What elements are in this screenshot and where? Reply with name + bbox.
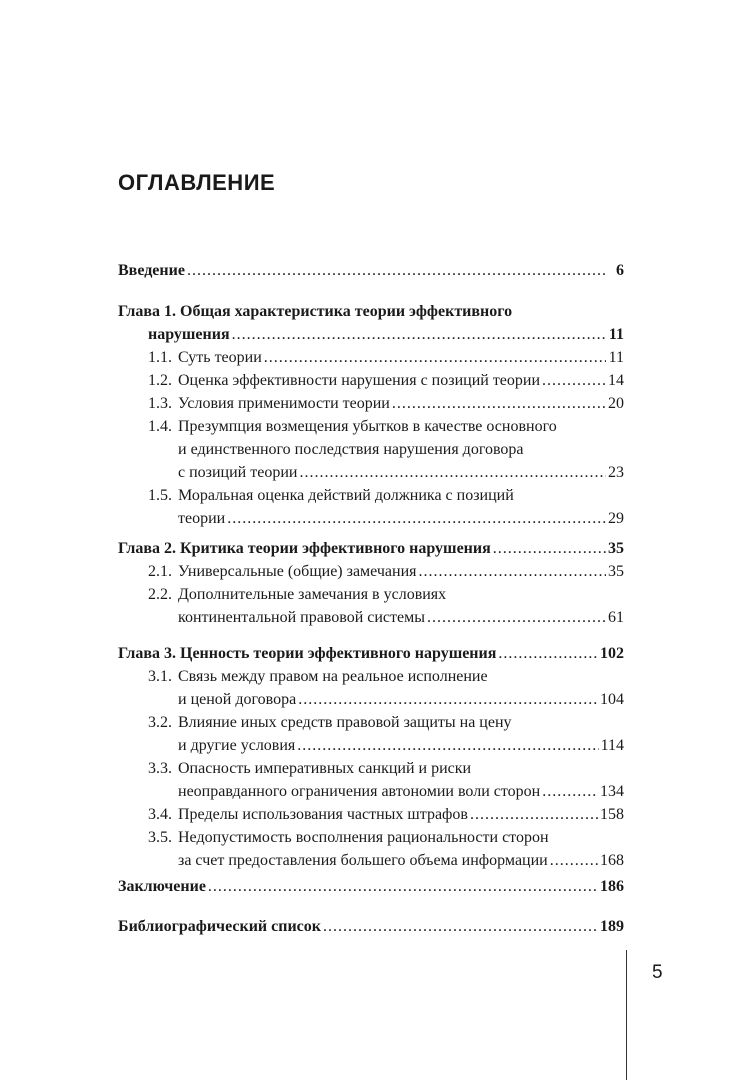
toc-page-number: 29 bbox=[608, 510, 624, 527]
toc-label: Недопустимость восполнения рациональности сторон bbox=[178, 829, 549, 846]
toc-page-number: 158 bbox=[600, 806, 624, 823]
toc-page-number: 189 bbox=[600, 918, 624, 935]
toc-section-3-5-cont[interactable] bbox=[178, 850, 624, 872]
dot-leader bbox=[187, 260, 606, 282]
dot-leader bbox=[264, 347, 606, 369]
dot-leader bbox=[470, 804, 598, 826]
dot-leader bbox=[232, 324, 606, 346]
toc-label: с позиций теории bbox=[178, 464, 298, 481]
toc-section-number: 2.1. bbox=[148, 563, 172, 580]
dot-leader bbox=[542, 781, 598, 803]
toc-label: Заключение bbox=[118, 878, 206, 895]
toc-section-number: 1.1. bbox=[148, 349, 172, 366]
toc-label: и ценой договора bbox=[178, 691, 297, 708]
dot-leader bbox=[542, 370, 606, 392]
toc-page-number: 20 bbox=[608, 395, 624, 412]
toc-section-3-3-cont[interactable] bbox=[178, 781, 624, 803]
toc-page-number: 104 bbox=[600, 691, 624, 708]
toc-section-1-2[interactable] bbox=[148, 370, 624, 392]
toc-label: Опасность императивных санкций и риски bbox=[178, 760, 472, 777]
toc-label: Пределы использования частных штрафов bbox=[178, 806, 468, 823]
toc-section-3-1[interactable] bbox=[148, 666, 624, 688]
dot-leader bbox=[392, 393, 606, 415]
toc-section-number: 3.4. bbox=[148, 806, 172, 823]
toc-label: Универсальные (общие) замечания bbox=[178, 563, 417, 580]
toc-label: и единственного последствия нарушения договора bbox=[178, 441, 524, 458]
toc-label: нарушения bbox=[148, 326, 230, 343]
toc-label: неоправданного ограничения автономии воли сторон bbox=[178, 783, 541, 800]
toc-label: Моральная оценка действий должника с позиций bbox=[178, 487, 514, 504]
toc-page-number: 11 bbox=[608, 326, 624, 343]
toc-label: Презумпция возмещения убытков в качестве основного bbox=[178, 418, 557, 435]
toc-section-number: 3.2. bbox=[148, 714, 172, 731]
toc-label: Библиографический список bbox=[118, 918, 321, 935]
toc-section-3-2-cont[interactable] bbox=[178, 735, 624, 757]
toc-section-number: 3.5. bbox=[148, 829, 172, 846]
dot-leader bbox=[493, 538, 606, 560]
dot-leader bbox=[298, 689, 598, 711]
toc-section-number: 1.5. bbox=[148, 487, 172, 504]
dot-leader bbox=[323, 916, 598, 938]
toc-section-1-4[interactable] bbox=[148, 416, 624, 438]
toc-page-number: 11 bbox=[608, 349, 624, 366]
toc-label: Условия применимости теории bbox=[178, 395, 390, 412]
toc-label: Глава 1. Общая характеристика теории эффективного bbox=[118, 303, 513, 320]
toc-page-number: 168 bbox=[600, 852, 624, 869]
dot-leader bbox=[550, 850, 598, 872]
dot-leader bbox=[498, 643, 598, 665]
toc-label: за счет предоставления большего объема информации bbox=[178, 852, 548, 869]
toc-section-number: 1.4. bbox=[148, 418, 172, 435]
toc-page-number: 186 bbox=[600, 878, 624, 895]
toc-label: Глава 2. Критика теории эффективного нарушения bbox=[118, 540, 491, 557]
toc-entry-bibliography[interactable] bbox=[118, 916, 624, 938]
toc-entry-conclusion[interactable] bbox=[118, 876, 624, 898]
dot-leader bbox=[299, 462, 606, 484]
dot-leader bbox=[297, 735, 598, 757]
toc-section-2-2-cont[interactable] bbox=[178, 607, 624, 629]
dot-leader bbox=[208, 876, 598, 898]
toc-section-1-5[interactable] bbox=[148, 485, 624, 507]
dot-leader bbox=[227, 508, 606, 530]
page-edge-rule bbox=[626, 950, 627, 1080]
toc-label: Дополнительные замечания в условиях bbox=[178, 586, 447, 603]
toc-chapter-1-title-cont[interactable] bbox=[148, 324, 624, 346]
dot-leader bbox=[427, 607, 606, 629]
toc-page-number: 102 bbox=[600, 645, 624, 662]
toc-label: Суть теории bbox=[178, 349, 262, 366]
toc-section-2-2[interactable] bbox=[148, 584, 624, 606]
toc-section-1-4-cont[interactable] bbox=[178, 439, 624, 461]
toc-section-3-1-cont[interactable] bbox=[178, 689, 624, 711]
toc-chapter-3-title[interactable] bbox=[118, 643, 624, 665]
toc-section-1-5-cont[interactable] bbox=[178, 508, 624, 530]
toc-page-number: 134 bbox=[600, 783, 624, 800]
toc-section-3-5[interactable] bbox=[148, 827, 624, 849]
toc-section-3-3[interactable] bbox=[148, 758, 624, 780]
toc-label: теории bbox=[178, 510, 226, 527]
toc-page-number: 6 bbox=[616, 262, 624, 279]
toc-chapter-2-title[interactable] bbox=[118, 538, 624, 560]
toc-label: континентальной правовой системы bbox=[178, 609, 425, 626]
toc-page-number: 23 bbox=[608, 464, 624, 481]
toc-section-1-1[interactable] bbox=[148, 347, 624, 369]
toc-page-number: 35 bbox=[608, 563, 624, 580]
toc-entry-introduction[interactable] bbox=[118, 260, 624, 282]
dot-leader bbox=[419, 561, 606, 583]
page-number: 5 bbox=[652, 962, 663, 983]
toc-label: Введение bbox=[118, 262, 185, 279]
toc-section-3-2[interactable] bbox=[148, 712, 624, 734]
toc-label: Связь между правом на реальное исполнение bbox=[178, 668, 488, 685]
toc-section-number: 1.3. bbox=[148, 395, 172, 412]
toc-page-number: 114 bbox=[600, 737, 624, 754]
toc-label: и другие условия bbox=[178, 737, 296, 754]
toc-section-1-3[interactable] bbox=[148, 393, 624, 415]
toc-section-number: 3.1. bbox=[148, 668, 172, 685]
toc-section-1-4-cont[interactable] bbox=[178, 462, 624, 484]
toc-label: Влияние иных средств правовой защиты на цену bbox=[178, 714, 512, 731]
toc-page-number: 61 bbox=[608, 609, 624, 626]
toc-section-number: 1.2. bbox=[148, 372, 172, 389]
page-title: ОГЛАВЛЕНИЕ bbox=[118, 170, 276, 195]
toc-section-2-1[interactable] bbox=[148, 561, 624, 583]
toc-section-3-4[interactable] bbox=[148, 804, 624, 826]
toc-section-number: 2.2. bbox=[148, 586, 172, 603]
toc-section-number: 3.3. bbox=[148, 760, 172, 777]
toc-page-number: 14 bbox=[608, 372, 624, 389]
toc-label: Оценка эффективности нарушения с позиций теории bbox=[178, 372, 541, 389]
toc-chapter-1-title[interactable] bbox=[118, 301, 624, 323]
toc-label: Глава 3. Ценность теории эффективного нарушения bbox=[118, 645, 497, 662]
toc-page-number: 35 bbox=[608, 540, 624, 557]
